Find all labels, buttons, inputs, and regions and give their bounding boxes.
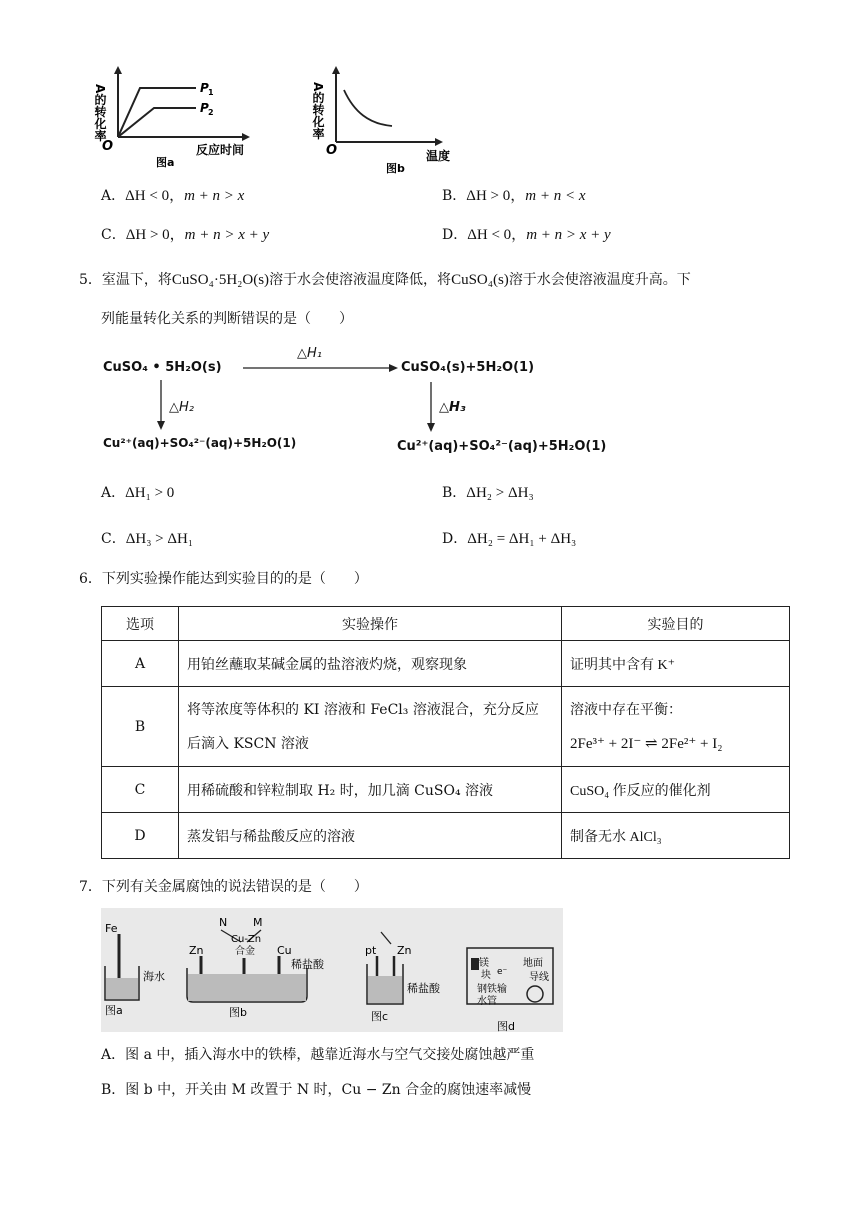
fig-a-origin: O bbox=[102, 139, 114, 154]
fig-a-xlabel: 反应时间 bbox=[196, 143, 245, 157]
q4-option-c[interactable]: C．ΔH > 0，m + n > x + y bbox=[101, 227, 270, 243]
svg-text:镁: 镁 bbox=[479, 958, 489, 969]
q5-option-c[interactable]: C．ΔH₃ > ΔH₁ bbox=[101, 531, 194, 547]
q5-option-b[interactable]: B．ΔH₂ > ΔH₃ bbox=[442, 485, 534, 501]
svg-text:钢铁输: 钢铁输 bbox=[477, 984, 507, 995]
q5-stem-line2: 列能量转化关系的判断错误的是（ ） bbox=[101, 311, 353, 327]
svg-text:Zn: Zn bbox=[189, 944, 204, 957]
svg-text:Fe: Fe bbox=[105, 922, 118, 935]
q5-stem-line1: 5．室温下，将CuSO₄·5H₂O(s)溶于水会使溶液温度降低，将CuSO₄(s)溶于水会使溶液温度升高。下 bbox=[79, 272, 691, 288]
svg-text:2: 2 bbox=[208, 108, 214, 117]
q7-stem: 7．下列有关金属腐蚀的说法错误的是（ ） bbox=[79, 879, 368, 895]
diagram-left-bottom: Cu²⁺(aq)+SO₄²⁻(aq)+5H₂O(1) bbox=[103, 436, 297, 450]
svg-text:图a: 图a bbox=[105, 1004, 123, 1017]
table-row: D 蒸发铝与稀盐酸反应的溶液 制备无水 AlCl₃ bbox=[102, 813, 790, 859]
diagram-dh1: △H₁ bbox=[297, 346, 322, 361]
header-option: 选项 bbox=[102, 607, 179, 641]
svg-text:1: 1 bbox=[208, 88, 214, 97]
table-row: C 用稀硫酸和锌粒制取 H₂ 时，加几滴 CuSO₄ 溶液 CuSO₄ 作反应的催化剂 bbox=[102, 767, 790, 813]
figure-b bbox=[311, 62, 464, 175]
corrosion-figure bbox=[101, 908, 563, 1032]
diagram-right-top: CuSO₄(s)+5H₂O(1) bbox=[401, 360, 535, 375]
svg-text:温度: 温度 bbox=[426, 149, 451, 163]
svg-text:M: M bbox=[253, 916, 263, 929]
svg-text:块: 块 bbox=[481, 970, 491, 981]
q7-option-b[interactable]: B．图 b 中，开关由 M 改置于 N 时，Cu − Zn 合金的腐蚀速率减慢 bbox=[101, 1082, 532, 1098]
q7-option-a[interactable]: A．图 a 中，插入海水中的铁棒，越靠近海水与空气交接处腐蚀越严重 bbox=[101, 1047, 535, 1063]
table-row: A 用铂丝蘸取某碱金属的盐溶液灼烧，观察现象 证明其中含有 K⁺ bbox=[102, 641, 790, 687]
figure-a bbox=[93, 62, 266, 174]
q5-option-d[interactable]: D．ΔH₂ = ΔH₁ + ΔH₃ bbox=[442, 531, 577, 547]
svg-text:图d: 图d bbox=[497, 1020, 515, 1033]
svg-text:图b: 图b bbox=[386, 162, 405, 175]
energy-cycle-diagram bbox=[101, 344, 607, 464]
diagram-right-bottom: Cu²⁺(aq)+SO₄²⁻(aq)+5H₂O(1) bbox=[397, 439, 607, 454]
svg-text:导线: 导线 bbox=[529, 972, 549, 983]
svg-text:水管: 水管 bbox=[477, 996, 497, 1007]
header-purpose: 实验目的 bbox=[562, 607, 790, 641]
table-row: B 将等浓度等体积的 KI 溶液和 FeCl₃ 溶液混合，充分反应 后滴入 KSCN 溶液 溶液中存在平衡： 2Fe³⁺ + 2I⁻ ⇌ 2Fe²⁺ + I₂ bbox=[102, 687, 790, 767]
svg-text:稀盐酸: 稀盐酸 bbox=[407, 982, 440, 995]
svg-text:Cu: Cu bbox=[277, 944, 292, 957]
q4-option-d[interactable]: D．ΔH < 0，m + n > x + y bbox=[442, 227, 611, 243]
svg-text:图c: 图c bbox=[371, 1010, 389, 1023]
svg-text:A的转化率: A的转化率 bbox=[311, 82, 325, 140]
q5-option-a[interactable]: A．ΔH₁ > 0 bbox=[101, 485, 175, 501]
fig-a-p2: P bbox=[200, 101, 209, 115]
q6-stem: 6．下列实验操作能达到实验目的的是（ ） bbox=[79, 571, 368, 587]
svg-text:pt: pt bbox=[365, 944, 377, 957]
fig-a-ylabel: A的转化率 bbox=[93, 84, 107, 142]
fig-a-p1: P bbox=[200, 81, 209, 95]
header-operation: 实验操作 bbox=[179, 607, 562, 641]
svg-text:Cu-Zn: Cu-Zn bbox=[231, 934, 262, 945]
diagram-dh2: △H₂ bbox=[169, 400, 194, 415]
svg-text:地面: 地面 bbox=[523, 958, 543, 969]
svg-text:稀盐酸: 稀盐酸 bbox=[291, 958, 324, 971]
svg-text:Zn: Zn bbox=[397, 944, 412, 957]
svg-text:O: O bbox=[326, 143, 338, 158]
svg-text:e⁻: e⁻ bbox=[497, 967, 508, 977]
experiment-table bbox=[101, 606, 790, 859]
table-header-row bbox=[102, 607, 790, 641]
svg-text:海水: 海水 bbox=[143, 970, 165, 983]
svg-text:N: N bbox=[219, 916, 228, 929]
fig-a-caption: 图a bbox=[156, 156, 175, 169]
diagram-dh3: △H₃ bbox=[439, 400, 466, 415]
svg-text:图b: 图b bbox=[229, 1006, 247, 1019]
svg-text:合金: 合金 bbox=[235, 946, 255, 957]
q4-option-a[interactable]: A．ΔH < 0，m + n > x bbox=[101, 188, 245, 204]
diagram-left-top: CuSO₄ • 5H₂O(s) bbox=[103, 360, 222, 375]
q4-option-b[interactable]: B．ΔH > 0，m + n < x bbox=[442, 188, 586, 204]
